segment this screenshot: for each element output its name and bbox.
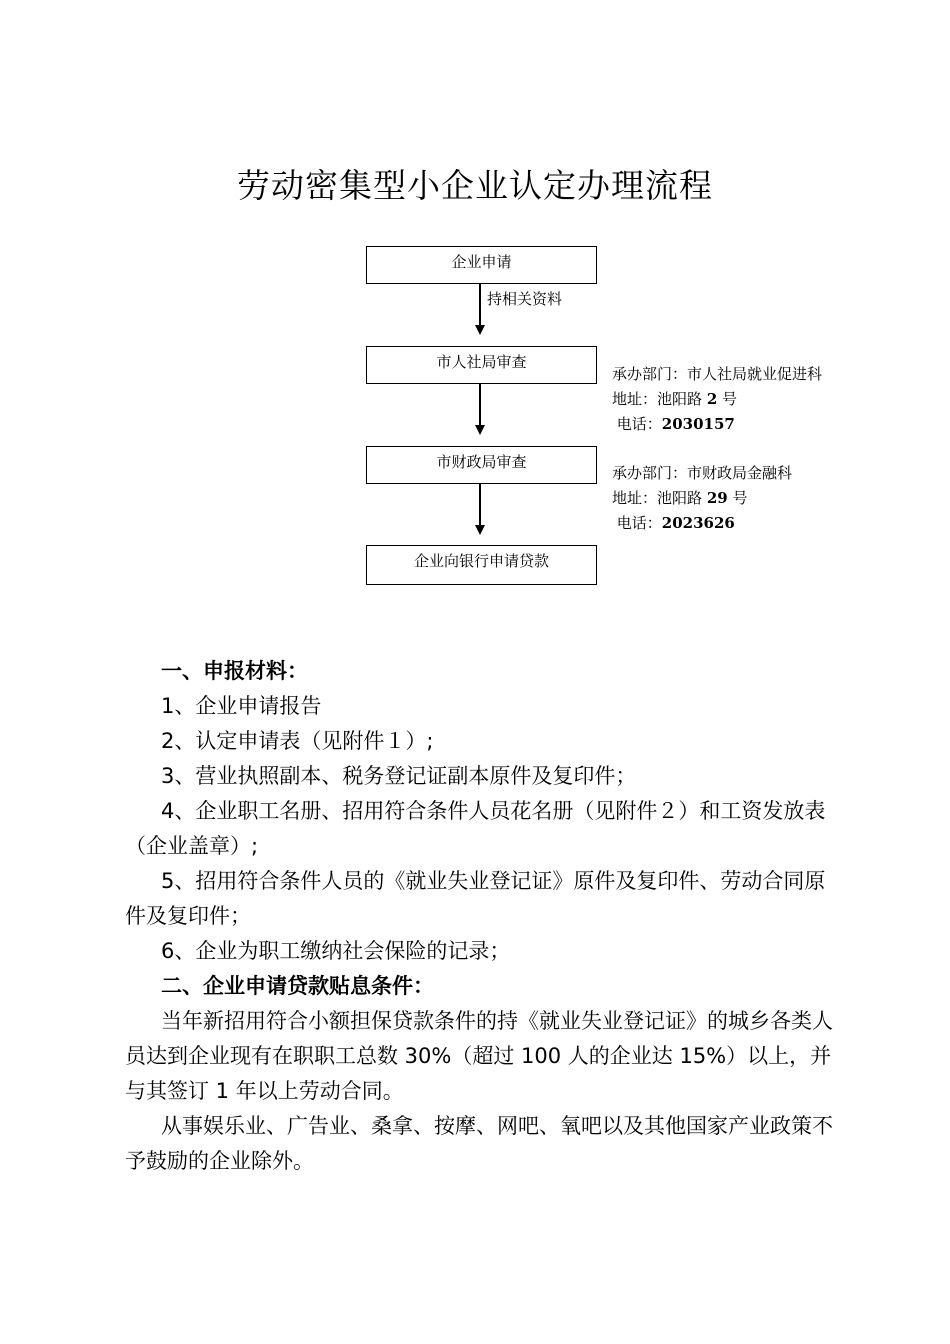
phone-number: 2030157 bbox=[661, 415, 735, 433]
list-item: 1、企业申请报告 bbox=[161, 694, 322, 718]
phone-line bbox=[612, 511, 792, 536]
phone-line bbox=[612, 412, 822, 437]
suffix: 号 bbox=[722, 390, 738, 408]
list-item: 3、营业执照副本、税务登记证副本原件及复印件； bbox=[161, 764, 637, 788]
department-line bbox=[612, 362, 822, 387]
department: 市财政局金融科 bbox=[687, 464, 793, 482]
document-body bbox=[125, 654, 845, 1179]
arrow-down-icon bbox=[475, 325, 485, 335]
department-line bbox=[612, 461, 792, 486]
arrow-down-icon bbox=[475, 425, 485, 435]
list-item: 5、招用符合条件人员的《就业失业登记证》原件及复印件、劳动合同原件及复印件； bbox=[125, 869, 826, 928]
house-number: 29 bbox=[706, 489, 728, 507]
list-item: 2、认定申请表（见附件１）; bbox=[161, 729, 434, 753]
flow-arrow-2 bbox=[479, 384, 481, 426]
road: 池阳路 bbox=[657, 489, 703, 507]
paragraph: 从事娱乐业、广告业、桑拿、按摩、网吧、氧吧以及其他国家产业政策不予鼓励的企业除外。 bbox=[125, 1114, 833, 1173]
flow-arrow-3 bbox=[479, 484, 481, 526]
list-item: 4、企业职工名册、招用符合条件人员花名册（见附件２）和工资发放表（企业盖章）; bbox=[125, 799, 826, 858]
address-line bbox=[612, 387, 822, 412]
flow-step-bank-loan: 企业向银行申请贷款 bbox=[366, 545, 597, 585]
address-line bbox=[612, 486, 792, 511]
house-number: 2 bbox=[706, 390, 718, 408]
label: 地址： bbox=[612, 390, 658, 408]
road: 池阳路 bbox=[657, 390, 703, 408]
arrow-down-icon bbox=[475, 525, 485, 535]
phone-number: 2023626 bbox=[661, 514, 735, 532]
flow-step-hr-review: 市人社局审查 bbox=[366, 346, 597, 384]
flow-arrow-label: 持相关资料 bbox=[487, 290, 563, 308]
section-heading: 二、企业申请贷款贴息条件： bbox=[161, 974, 434, 998]
flow-arrow-1 bbox=[479, 284, 481, 326]
hr-contact-note bbox=[612, 362, 822, 437]
label: 电话： bbox=[616, 514, 662, 532]
list-item: 6、企业为职工缴纳社会保险的记录； bbox=[161, 939, 511, 963]
finance-contact-note bbox=[612, 461, 792, 536]
suffix: 号 bbox=[732, 489, 748, 507]
paragraph: 当年新招用符合小额担保贷款条件的持《就业失业登记证》的城乡各类人员达到企业现有在职职工总数 30%（超过 100 人的企业达 15%）以上，并与其签订 1 年以上劳动合同。 bbox=[125, 1009, 833, 1103]
section-heading: 一、申报材料： bbox=[161, 659, 308, 683]
label: 承办部门： bbox=[612, 464, 688, 482]
label: 承办部门： bbox=[612, 365, 688, 383]
label: 地址： bbox=[612, 489, 658, 507]
department: 市人社局就业促进科 bbox=[687, 365, 823, 383]
flow-step-finance-review: 市财政局审查 bbox=[366, 446, 597, 484]
label: 电话： bbox=[616, 415, 662, 433]
page-title: 劳动密集型小企业认定办理流程 bbox=[237, 166, 713, 205]
flow-step-enterprise-application: 企业申请 bbox=[366, 246, 597, 284]
